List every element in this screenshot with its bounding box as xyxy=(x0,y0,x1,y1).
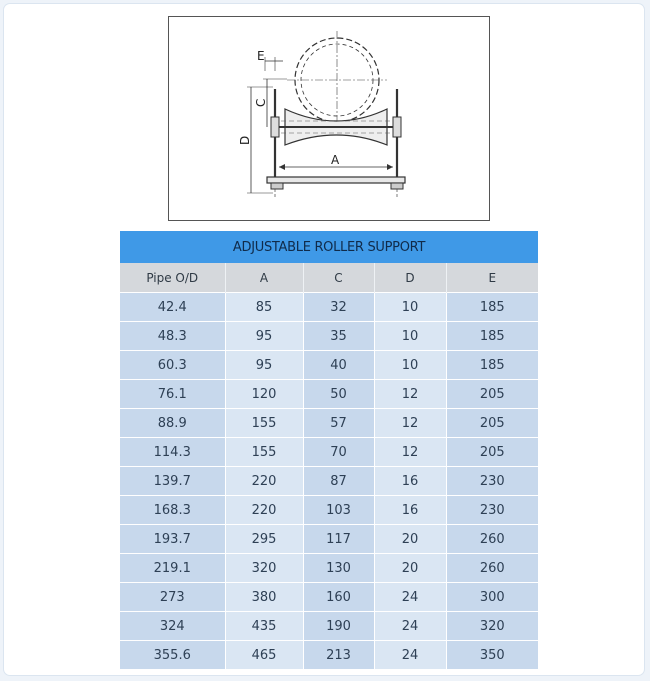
cell-c: 35 xyxy=(303,322,374,351)
right-nut xyxy=(393,117,401,137)
cell-a: 320 xyxy=(225,554,303,583)
table-row xyxy=(120,409,538,438)
cell-pipe-od: 193.7 xyxy=(120,525,225,554)
cell-pipe-od: 60.3 xyxy=(120,351,225,380)
cell-d: 20 xyxy=(374,554,446,583)
table-row xyxy=(120,438,538,467)
cell-e: 185 xyxy=(446,322,538,351)
cell-e: 205 xyxy=(446,409,538,438)
cell-d: 20 xyxy=(374,525,446,554)
cell-e: 260 xyxy=(446,525,538,554)
cell-c: 40 xyxy=(303,351,374,380)
cell-d: 16 xyxy=(374,496,446,525)
cell-d: 12 xyxy=(374,438,446,467)
roller-support-drawing xyxy=(168,16,490,221)
cell-a: 465 xyxy=(225,641,303,670)
table-row xyxy=(120,583,538,612)
label-d: D xyxy=(238,135,252,145)
cell-d: 24 xyxy=(374,583,446,612)
cell-e: 320 xyxy=(446,612,538,641)
cell-a: 380 xyxy=(225,583,303,612)
cell-e: 300 xyxy=(446,583,538,612)
cell-a: 85 xyxy=(225,293,303,322)
column-header-d: D xyxy=(374,263,446,293)
cell-a: 435 xyxy=(225,612,303,641)
cell-e: 205 xyxy=(446,438,538,467)
cell-a: 220 xyxy=(225,467,303,496)
cell-e: 260 xyxy=(446,554,538,583)
dimension-a-arrow-left xyxy=(279,164,285,170)
base-right-nut xyxy=(391,183,403,189)
cell-e: 185 xyxy=(446,351,538,380)
cell-pipe-od: 168.3 xyxy=(120,496,225,525)
cell-pipe-od: 76.1 xyxy=(120,380,225,409)
table-row xyxy=(120,612,538,641)
cell-a: 95 xyxy=(225,351,303,380)
cell-pipe-od: 324 xyxy=(120,612,225,641)
column-header-pipe-od: Pipe O/D xyxy=(120,263,225,293)
table-row xyxy=(120,351,538,380)
base-plate xyxy=(267,177,405,183)
table-row xyxy=(120,641,538,670)
technical-diagram xyxy=(169,17,489,220)
cell-c: 130 xyxy=(303,554,374,583)
table-row xyxy=(120,554,538,583)
column-header-a: A xyxy=(225,263,303,293)
table-row xyxy=(120,525,538,554)
header-row xyxy=(120,263,538,293)
cell-pipe-od: 114.3 xyxy=(120,438,225,467)
cell-a: 295 xyxy=(225,525,303,554)
cell-c: 57 xyxy=(303,409,374,438)
table-row xyxy=(120,293,538,322)
table-row xyxy=(120,496,538,525)
cell-c: 32 xyxy=(303,293,374,322)
cell-pipe-od: 48.3 xyxy=(120,322,225,351)
cell-e: 230 xyxy=(446,496,538,525)
table-row xyxy=(120,380,538,409)
cell-e: 185 xyxy=(446,293,538,322)
cell-c: 190 xyxy=(303,612,374,641)
dimension-a-arrow-right xyxy=(387,164,393,170)
roller-support-table xyxy=(120,231,538,669)
cell-c: 117 xyxy=(303,525,374,554)
left-nut xyxy=(271,117,279,137)
cell-c: 87 xyxy=(303,467,374,496)
table-row xyxy=(120,322,538,351)
cell-d: 10 xyxy=(374,322,446,351)
cell-d: 16 xyxy=(374,467,446,496)
cell-pipe-od: 219.1 xyxy=(120,554,225,583)
cell-a: 155 xyxy=(225,438,303,467)
cell-c: 50 xyxy=(303,380,374,409)
column-header-e: E xyxy=(446,263,538,293)
cell-d: 12 xyxy=(374,380,446,409)
cell-pipe-od: 355.6 xyxy=(120,641,225,670)
cell-pipe-od: 42.4 xyxy=(120,293,225,322)
cell-pipe-od: 139.7 xyxy=(120,467,225,496)
table-row xyxy=(120,467,538,496)
cell-a: 95 xyxy=(225,322,303,351)
base-left-nut xyxy=(271,183,283,189)
label-e: E xyxy=(257,49,265,63)
cell-e: 350 xyxy=(446,641,538,670)
cell-pipe-od: 273 xyxy=(120,583,225,612)
cell-e: 205 xyxy=(446,380,538,409)
label-a: A xyxy=(331,153,340,167)
cell-a: 120 xyxy=(225,380,303,409)
label-c: C xyxy=(254,98,268,107)
cell-a: 155 xyxy=(225,409,303,438)
table-title: ADJUSTABLE ROLLER SUPPORT xyxy=(120,231,538,263)
cell-e: 230 xyxy=(446,467,538,496)
cell-d: 10 xyxy=(374,351,446,380)
cell-d: 24 xyxy=(374,612,446,641)
cell-d: 24 xyxy=(374,641,446,670)
cell-c: 103 xyxy=(303,496,374,525)
table-body xyxy=(120,293,538,670)
column-header-c: C xyxy=(303,263,374,293)
cell-c: 213 xyxy=(303,641,374,670)
cell-d: 10 xyxy=(374,293,446,322)
cell-pipe-od: 88.9 xyxy=(120,409,225,438)
cell-a: 220 xyxy=(225,496,303,525)
cell-c: 160 xyxy=(303,583,374,612)
cell-d: 12 xyxy=(374,409,446,438)
cell-c: 70 xyxy=(303,438,374,467)
